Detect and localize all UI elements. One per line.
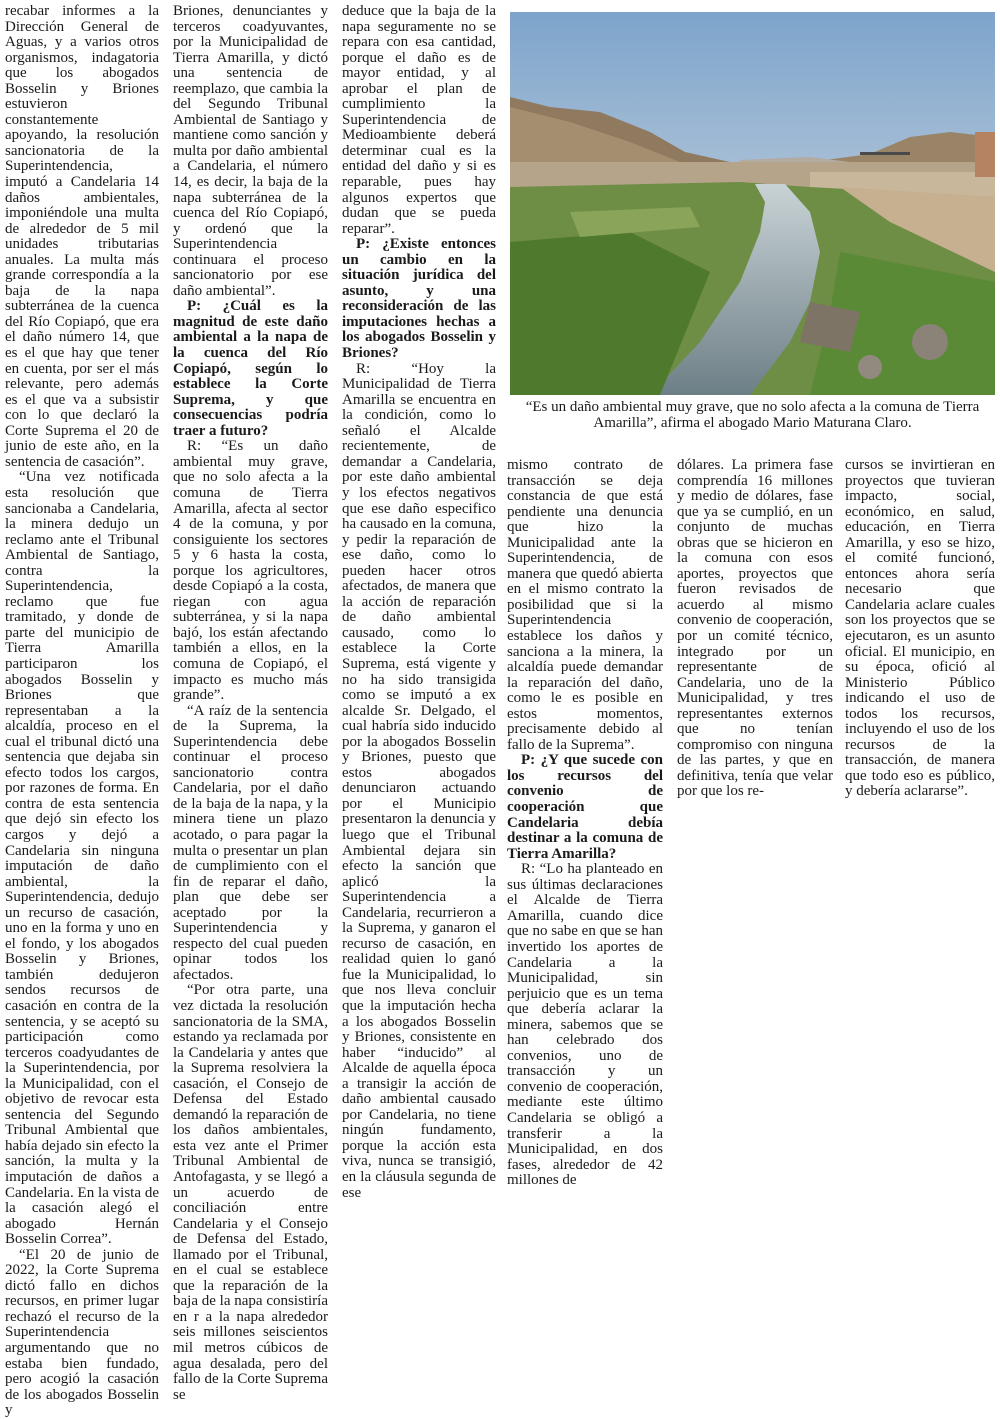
paragraph: dólares. La primera fase comprendía 16 millones y medio de dólares, fase que ya se cumplió, en un conjunto de muchas obras que se hicieron en la comuna con esos aportes, proyectos que fueron revisados de acuerdo al mismo convenio de cooperación, por un comité técnico, integrado por un representante de Candelaria, uno de la Municipalidad, y tres representantes externos que no tenían compromiso con ninguna de las partes, y que en definitiva, tenía que velar por que los re- (677, 457, 833, 800)
paragraph: deduce que la baja de la napa seguramente no se repara con esa cantidad, porque el daño es de mayor entidad, y al aprobar el plan de cumplimiento la Superintendencia de Medioambiente deberá determinar cual es la entidad del daño y si es reparable, pues hay algunos expertos que dudan que se pueda reparar”. (342, 3, 496, 237)
photo-caption: “Es un daño ambiental muy grave, que no solo afecta a la comuna de Tierra Amarilla”, afirma el abogado Mario Maturana Claro. (525, 399, 980, 431)
paragraph: “Una vez notificada esta resolución que sancionaba a Candelaria, la minera dedujo un reclamo ante el Tribunal Ambiental de Santiago, contra la Superintendencia, reclamo que fue tramitado, y donde de parte del municipio de Tierra Amarilla participaron los abogados Bosselin y Briones que representaban a la alcaldía, proceso en el cual el tribunal dictó una sentencia que dejaba sin efecto todos los cargos, por razones de forma. En contra de esta sentencia que dejó sin efecto los cargos y dejó a Candelaria sin ninguna imputación de daño ambiental, la Superintendencia, dedujo un recurso de casación, uno en la forma y uno en el fondo, y los abogados Bosselin y Briones, también dedujeron sendos recursos de casación en contra de la sentencia, y se aceptó su participación como terceros coadyudantes de la Superintendencia, por la Municipalidad, con el objetivo de revocar esta sentencia del Segundo Tribunal Ambiental que había dejado sin efecto la sanción, la multa y la imputación de daños a Candelaria. En la vista de la casación alegó el abogado Hernán Bosselin Correa”. (5, 469, 159, 1248)
interview-answer: R: “Hoy la Municipalidad de Tierra Amarilla se encuentra en la condición, como lo señaló el Alcalde recientemente, de demandar a Candelaria, por este daño ambiental y los efectos negativos que ese daño especifico ha causado en la comuna, y pedir la reparación de ese daño, como lo pueden hacer otros afectados, de manera que la acción de reparación de daño ambiental causado, como lo establece la Corte Suprema, está vigente y no ha sido transigida como se imputó a ex alcalde Sr. Delgado, el cual habría sido inducido por la abogados Bosselin y Briones, puesto que estos abogados denunciaron actuando por el Municipio presentaron la denuncia y luego que el Tribunal Ambiental dejara sin efecto la sanción que aplicó la Superintendencia a Candelaria, recurrieron a la Suprema, y ganaron el recurso de casación, en realidad quien lo ganó fue la Municipalidad, lo que nos lleva concluir que la imputación hecha a los abogados Bosselin y Briones, consistente en haber “inducido” al Alcalde de aquella época a transigir la acción de daño ambiental causado por Candelaria, no tiene ningún fundamento, porque la acción esta viva, nunca se transigió, en la cláusula segunda de ese (342, 360, 496, 1201)
paragraph: recabar informes a la Dirección General de Aguas, y a varios otros organismos, indagatoria que los abogados Bosselin y Briones estuvieron constantemente apoyando, la resolución sancionatoria de la Superintendencia, imputó a Candelaria 14 daños ambientales, imponiéndole una multa de alrededor de 5 mil unidades tributarias anuales. La multa más grande correspondía a la baja de la napa subterránea de la cuenca del Río Copiapó, que era el daño número 14, que es el que hay que tener en cuenta, por ser el más relevante, pero además es el que va a subsistir con lo que declaró la Corte Suprema el 20 de junio de este año, en la sentencia de casación”. (5, 3, 159, 470)
paragraph: “El 20 de junio de 2022, la Corte Suprema dictó fallo en dichos recursos, en primer lugar rechazó el recurso de la Superintendencia argumentando que no estaba bien fundado, pero acogió la casación de los abogados Bosselin y (5, 1246, 159, 1419)
article-column-1 (5, 4, 159, 1419)
interview-question: P: ¿Existe entonces un cambio en la situación jurídica del asunto, y una reconsideración de las imputaciones hechas a los abogados Bosselin y Briones? (342, 236, 496, 362)
paragraph: Briones, denunciantes y terceros coadyuvantes, por la Municipalidad de Tierra Amarilla, y dictó una sentencia de reemplazo, que cambia la del Segundo Tribunal Ambiental de Santiago y mantiene como sanción y multa por daño ambiental a Candelaria, el número 14, es decir, la baja de la napa subterránea de la cuenca del Río Copiapó, y ordenó que la Superintendencia continuara el proceso sancionatorio por ese daño ambiental”. (173, 3, 328, 299)
paragraph: cursos se invirtieran en proyectos que tuvieran impacto, social, económico, en salud, educación, en Tierra Amarilla, y eso se hizo, el comité funcionó, entonces ahora sería necesario que Candelaria aclare cuales son los proyectos que se ejecutaron, es un asunto oficial. El municipio, en su época, ofició al Ministerio Público indicando el uso de todos los recursos, incluyendo el uso de los recursos de la transacción, de manera que todo eso es público, y debería aclararse”. (845, 457, 995, 800)
paragraph: “A raíz de la sentencia de la Suprema, la Superintendencia debe continuar el proceso sancionatorio contra Candelaria, por el daño de la baja de la napa, y la minera tiene un plazo acotado, o para pagar la multa o presentar un plan de cumplimiento con el fin de reparar el daño, plan que debe ser aceptado por la Superintendencia y respecto del cual pueden opinar todos los afectados. (173, 702, 328, 983)
interview-answer: R: “Es un daño ambiental muy grave, que no solo afecta a la comuna de Tierra Amarilla, afecta al sector 4 de la comuna, y por consiguiente los sectores 5 y 6 hasta la costa, porque los agricultores, desde Copiapó a la costa, riegan con agua subterránea, y si la napa bajó, los están afectando también a ellos, en la comuna de Copiapó, el impacto es mucho más grande”. (173, 438, 328, 704)
article-column-4 (507, 458, 663, 1189)
interview-question: P: ¿Cuál es la magnitud de este daño ambiental a la napa de la cuenca del Río Copiapó, según lo establece la Corte Suprema, y que consecuencias podría traer a futuro? (173, 298, 328, 439)
article-column-6 (845, 458, 995, 800)
paragraph: mismo contrato de transacción se deja constancia de que está pendiente una denuncia que hizo la Municipalidad ante la Superintendencia, de manera que quedó abierta en el mismo contrato la posibilidad que si la Superintendencia establece los daños y sanciona a la minera, la alcaldía puede demandar la reparación del daño, como le es posible en estos momentos, precisamente debido al fallo de la Suprema”. (507, 457, 663, 753)
river-photo (510, 12, 995, 395)
interview-question: P: ¿Y que sucede con los recursos del convenio de cooperación que Candelaria debía destinar a la comuna de Tierra Amarilla? (507, 752, 663, 862)
article-column-2 (173, 4, 328, 1403)
article-column-3 (342, 4, 496, 1201)
interview-answer: R: “Lo ha planteado en sus últimas declaraciones el Alcalde de Tierra Amarilla, cuando dice que no sabe en que se han invertido los aportes de Candelaria a la Municipalidad, sin perjuicio que es un tema que debería aclarar la minera, sabemos que se han celebrado dos convenios, uno de transacción y un convenio de cooperación, mediante este último Candelaria se obligó a transferir a la Municipalidad, en dos fases, alrededor de 42 millones de (507, 861, 663, 1189)
paragraph: “Por otra parte, una vez dictada la resolución sancionatoria de la SMA, estando ya reclamada por la Candelaria y antes que la Suprema resolviera la casación, el Consejo de Defensa del Estado demandó la reparación de los daños ambientales, esta vez ante el Primer Tribunal Ambiental de Antofagasta, y se llegó a un acuerdo de conciliación entre Candelaria y el Consejo de Defensa del Estado, llamado por el Tribunal, en el cual se establece que la reparación de la baja de la napa consistiría en r a la napa alrededor seis millones seiscientos mil metros cúbicos de agua desalada, pero del fallo de la Corte Suprema se (173, 982, 328, 1403)
river-landscape-image (510, 12, 995, 395)
article-column-5 (677, 458, 833, 800)
